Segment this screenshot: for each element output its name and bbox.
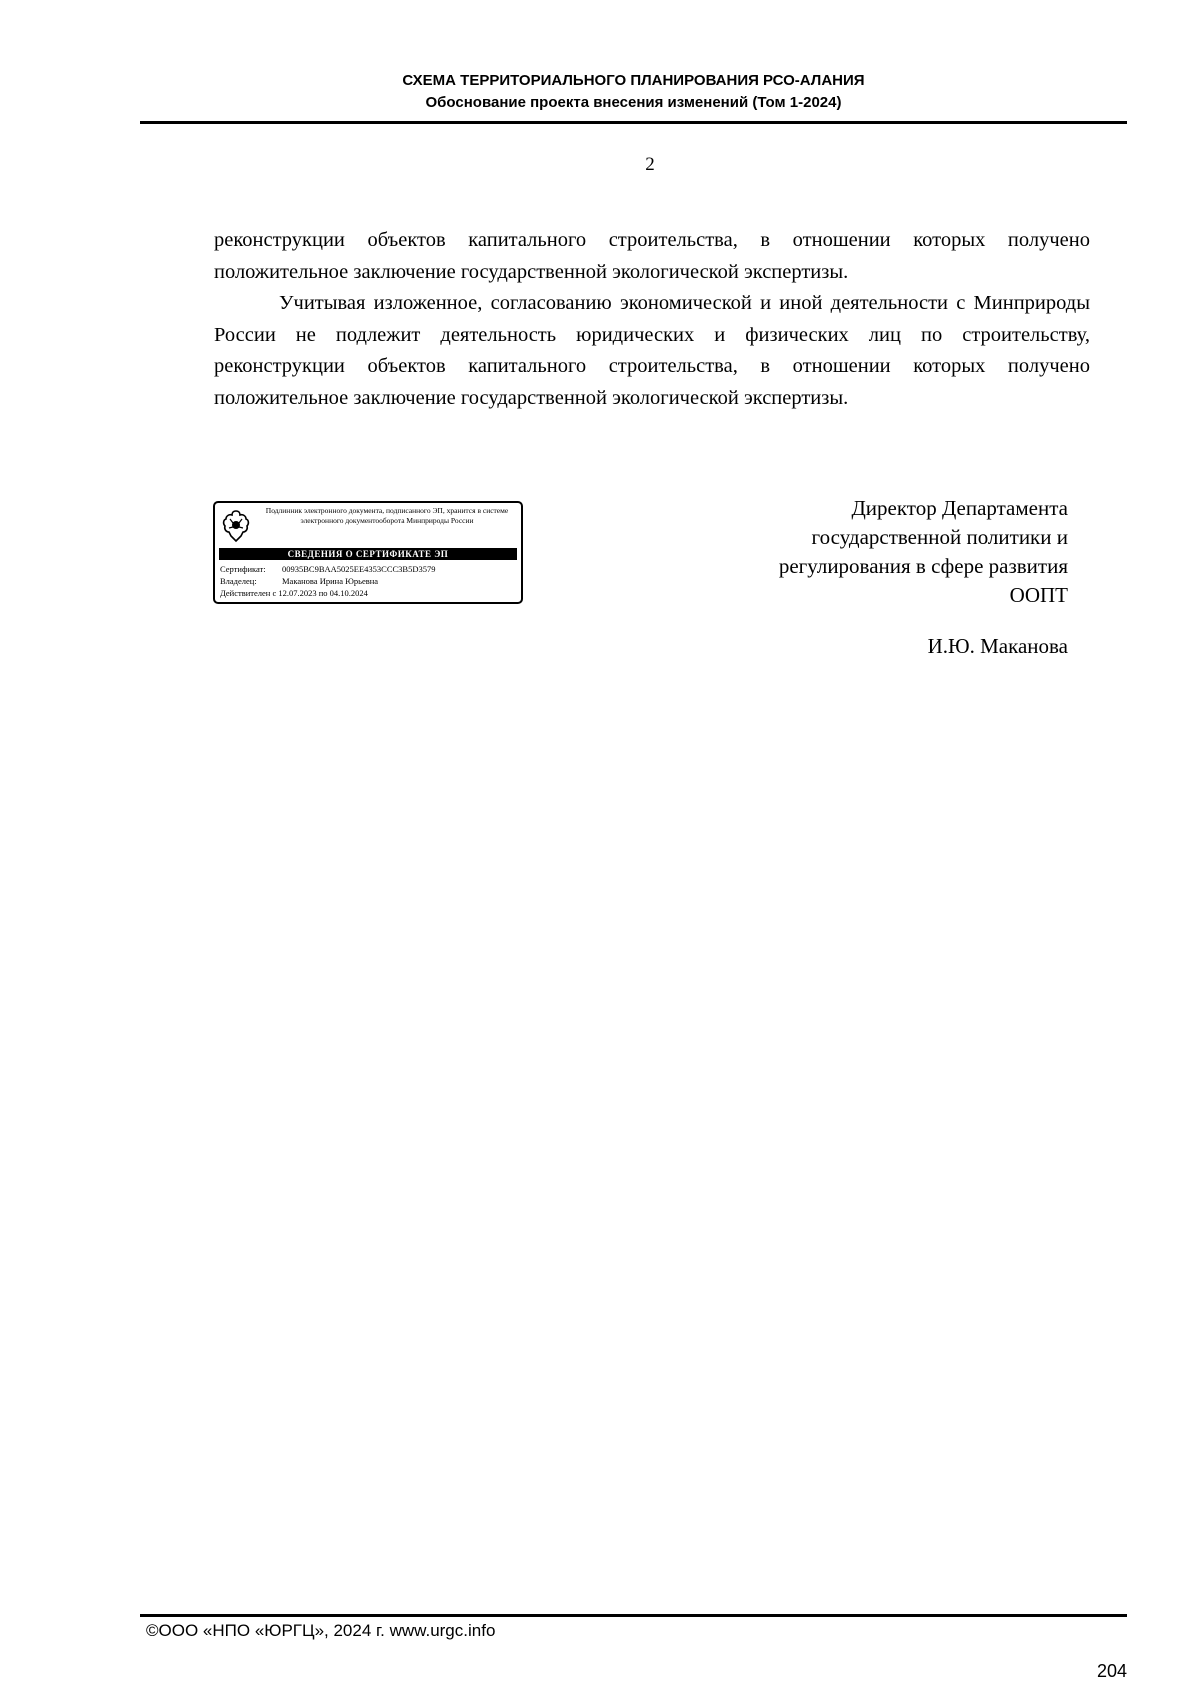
- signatory-name: И.Ю. Маканова: [927, 634, 1068, 658]
- electronic-signature-stamp: [213, 501, 523, 604]
- letter-body: [214, 225, 1090, 414]
- stamp-certificate-row: [220, 564, 520, 575]
- header-title: СХЕМА ТЕРРИТОРИАЛЬНОГО ПЛАНИРОВАНИЯ РСО-АЛАНИЯ: [402, 72, 865, 89]
- header-divider: [140, 121, 1127, 124]
- stamp-band-title: СВЕДЕНИЯ О СЕРТИФИКАТЕ ЭП: [219, 548, 517, 560]
- owner-value: Маканова Ирина Юрьевна: [282, 576, 379, 586]
- footer-divider: [140, 1614, 1127, 1617]
- footer-copyright: ©ООО «НПО «ЮРГЦ», 2024 г. www.urgc.info: [146, 1621, 496, 1640]
- footer-page-number: 204: [1096, 1661, 1127, 1681]
- position-line-4: ООПТ: [1009, 583, 1068, 607]
- body-paragraph-1: реконструкции объектов капитального строительства, в отношении которых получено положительное заключение государственной экологической экспертизы.: [214, 229, 1090, 283]
- stamp-notice: Подлинник электронного документа, подписанного ЭП, хранится в системе электронного документооборота Минприроды России: [265, 506, 509, 525]
- stamp-owner-row: [220, 576, 520, 587]
- header-subtitle: Обоснование проекта внесения изменений (Том 1-2024): [425, 94, 842, 111]
- owner-label: Владелец:: [220, 576, 257, 586]
- certificate-value: 00935BC9BAA5025EE4353CCC3B5D3579: [282, 564, 436, 574]
- body-paragraph-2: Учитывая изложенное, согласованию экономической и иной деятельности с Минприроды России не подлежит деятельность юридических и физических лиц по строительству, реконструкции объектов капитального строительства, в отношении которых получено положительное заключение государственной экологической экспертизы.: [214, 292, 1090, 409]
- position-line-3: регулирования в сфере развития: [778, 554, 1068, 578]
- stamp-validity-row: Действителен с 12.07.2023 по 04.10.2024: [220, 588, 368, 598]
- inner-page-number: 2: [645, 154, 655, 175]
- russian-coat-of-arms-icon: [221, 508, 251, 544]
- position-line-1: Директор Департамента: [851, 496, 1068, 520]
- position-line-2: государственной политики и: [811, 525, 1068, 549]
- signatory-position: [640, 494, 1068, 610]
- certificate-label: Сертификат:: [220, 564, 266, 574]
- page-header: [140, 70, 1127, 114]
